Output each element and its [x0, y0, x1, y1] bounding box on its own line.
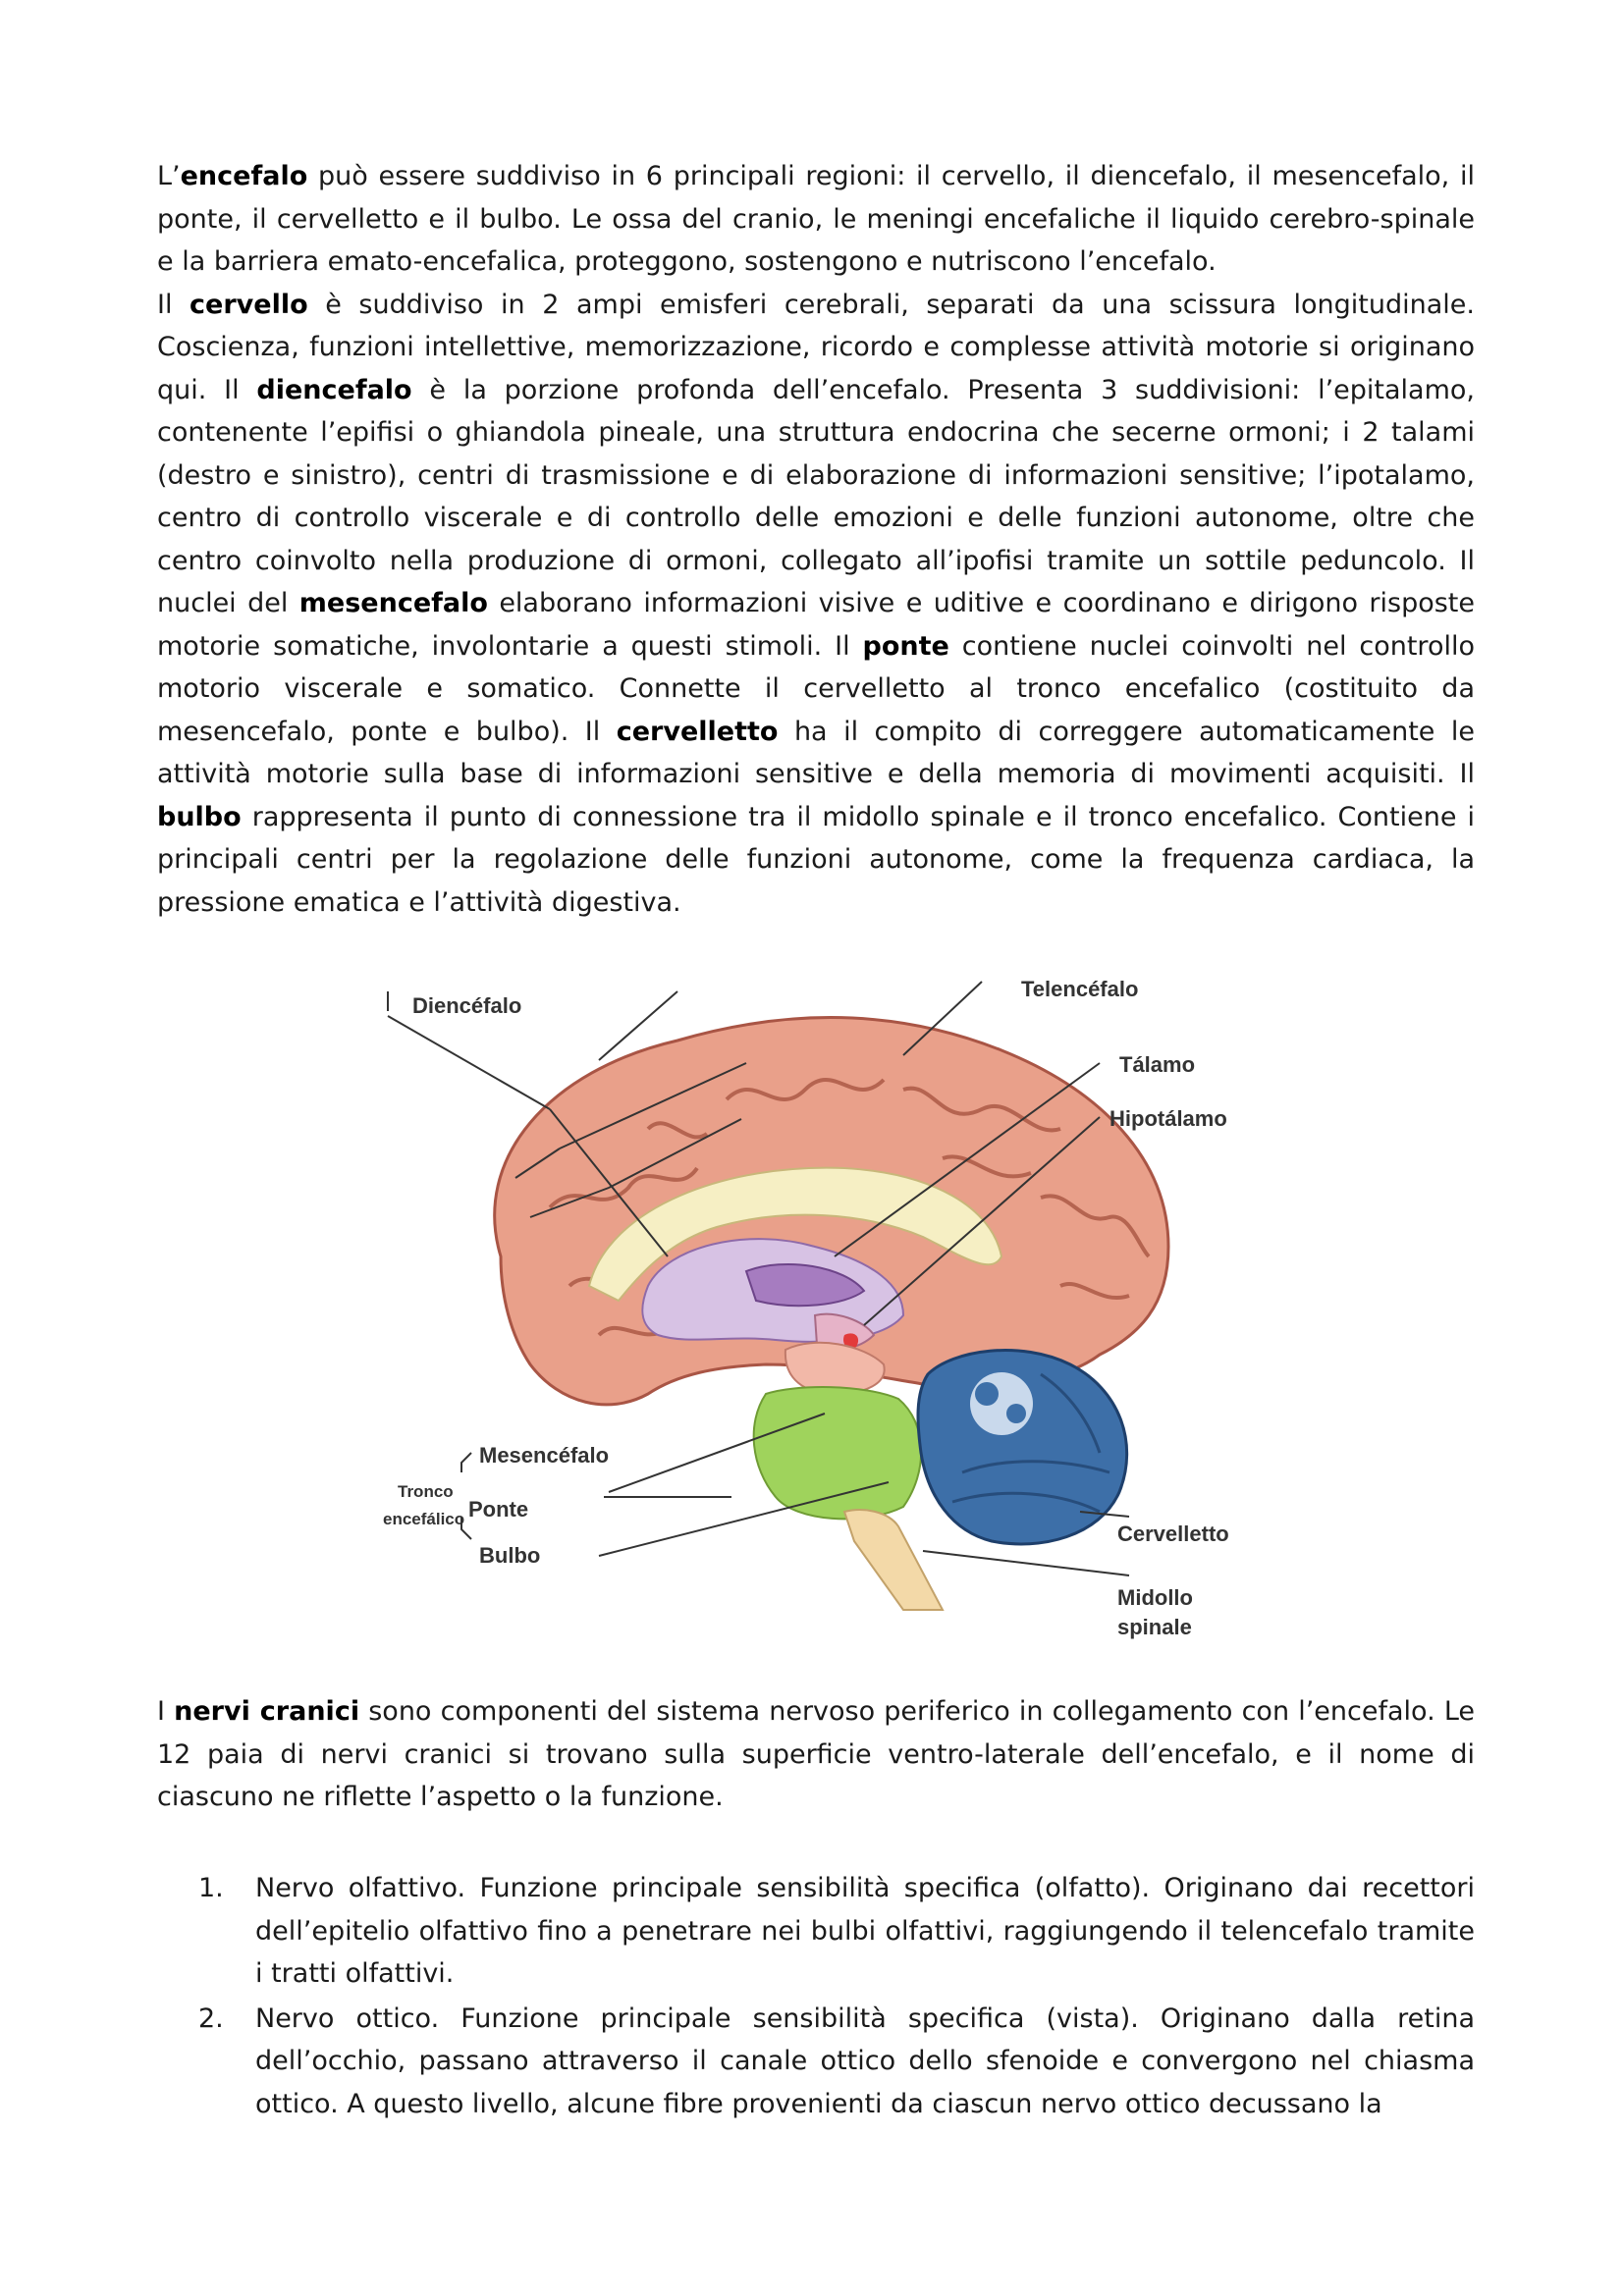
bracket-mesencefalo [461, 1453, 471, 1472]
keyword-cervelletto: cervelletto [616, 716, 779, 747]
paragraph-encefalo [157, 155, 1475, 924]
list-item-text: Nervo ottico. Funzione principale sensibilità specifica (vista). Originano dalla retina dell’occhio, passano attraverso il canale ottico dello sfenoide e convergono nel chiasma ottico. A questo livello, alcune fibre provenienti da ciascun nervo ottico decussano la [255, 2002, 1475, 2119]
text-run: è la porzione profonda dell’encefalo. Presenta 3 suddivisioni: l’epitalamo, contenente l’epifisi o ghiandola pineale, una struttura endocrina che secerne ormoni; i 2 talami (destro e sinistro), centri di trasmissione e di elaborazione di informazioni sensitive; l’ipotalamo, centro di controllo viscerale e di controllo delle emozioni e delle funzioni autonome, oltre che centro coinvolto nella produzione di ormoni, collegato all’ipofisi tramite un sottile peduncolo. Il nuclei del [157, 374, 1476, 618]
label-midollo-line1: Midollo [1117, 1585, 1193, 1610]
label-diencefalo: Diencéfalo [412, 993, 522, 1018]
text-run: L’ [157, 161, 181, 191]
list-item [157, 1867, 1475, 1996]
label-bulbo: Bulbo [479, 1543, 541, 1568]
list-number: 1. [198, 1873, 224, 1903]
text-run: contiene nuclei coinvolti nel controllo motorio viscerale e somatico. Connette il cervelletto al tronco encefalico (costituito da mesencefalo, ponte e bulbo). Il [157, 630, 1475, 747]
medulla-shape [844, 1510, 943, 1610]
cerebellum-shape [918, 1351, 1127, 1544]
keyword-diencefalo: diencefalo [256, 374, 412, 405]
cerebellum-arbor [970, 1372, 1033, 1435]
pons-shape [754, 1387, 922, 1519]
keyword-nervi-cranici: nervi cranici [174, 1696, 360, 1727]
label-tronco-line1: Tronco [398, 1482, 454, 1501]
text-run: è suddiviso in 2 ampi emisferi cerebrali, separati da una scissura longitudinale. Coscienza, funzioni intellettive, memorizzazione, ricordo e complesse attività motorie si originano qui. Il [157, 289, 1475, 405]
brain-diagram [353, 962, 1296, 1639]
paragraph-nervi-cranici [157, 1690, 1475, 1819]
text-run: sono componenti del sistema nervoso periferico in collegamento con l’encefalo. Le 12 paia di nervi cranici si trovano sulla superficie ventro-laterale dell’encefalo, e il nome di ciascuno ne riflette l’aspetto o la funzione. [157, 1696, 1475, 1812]
cranial-nerves-list [157, 1867, 1475, 2127]
text-run: Il [157, 289, 190, 320]
keyword-ponte: ponte [862, 630, 949, 662]
label-tronco-line2: encefálico [383, 1510, 465, 1528]
label-cervelletto: Cervelletto [1117, 1522, 1229, 1546]
text-run: I [157, 1696, 175, 1727]
list-item [157, 1998, 1475, 2126]
label-ponte: Ponte [468, 1497, 529, 1522]
label-telencefalo: Telencéfalo [1021, 977, 1139, 1001]
label-mesencefalo: Mesencéfalo [479, 1443, 610, 1468]
text-run: elaborano informazioni visive e uditive e coordinano e dirigono risposte motorie somatiche, involontarie a questi stimoli. Il [157, 588, 1475, 662]
label-talamo: Tálamo [1119, 1052, 1196, 1077]
text-run: ha il compito di correggere automaticamente le attività motorie sulla base di informazioni sensitive e della memoria di movimenti acquisiti. Il [157, 716, 1476, 789]
label-midollo-line2: spinale [1117, 1615, 1192, 1639]
keyword-cervello: cervello [189, 289, 308, 320]
list-item-text: Nervo olfattivo. Funzione principale sensibilità specifica (olfatto). Originano dai recettori dell’epitelio olfattivo fino a penetrare nei bulbi olfattivi, raggiungendo il telencefalo tramite i tratti olfattivi. [255, 1873, 1475, 1989]
text-run: rappresenta il punto di connessione tra il midollo spinale e il tronco encefalico. Contiene i principali centri per la regolazione delle funzioni autonome, come la frequenza cardiaca, la pressione ematica e l’attività digestiva. [157, 801, 1475, 918]
text-run: può essere suddiviso in 6 principali regioni: il cervello, il diencefalo, il mesencefalo, il ponte, il cervelletto e il bulbo. Le ossa del cranio, le meningi encefaliche il liquido cerebro-spinale e la barriera emato-encefalica, proteggono, sostengono e nutriscono l’encefalo. [157, 161, 1475, 277]
label-hipotalamo: Hipotálamo [1109, 1106, 1227, 1131]
keyword-bulbo: bulbo [157, 801, 242, 832]
keyword-mesencefalo: mesencefalo [298, 588, 488, 618]
keyword-encefalo: encefalo [180, 161, 308, 191]
list-number: 2. [198, 2002, 224, 2034]
